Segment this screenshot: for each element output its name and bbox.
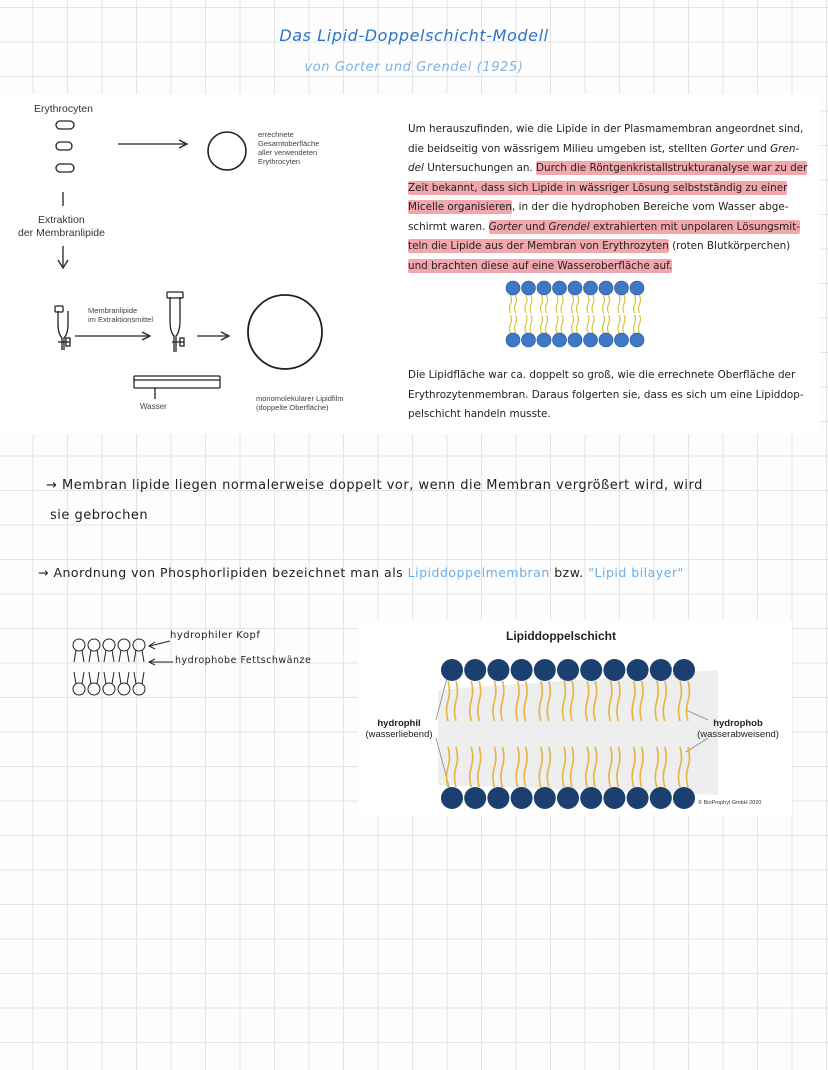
sketch-tail: [89, 672, 99, 684]
lipid-tail: [608, 315, 610, 333]
lipid-tail: [546, 295, 548, 313]
sketch-label-schwaenze: hydrophobe Fettschwänze: [175, 655, 312, 666]
lipid-head: [534, 659, 556, 681]
lipid-tail: [561, 295, 563, 313]
lipid-tail: [572, 295, 574, 313]
experiment-sketch: [0, 94, 395, 434]
lipid-tail: [634, 295, 636, 313]
lipid-head: [580, 659, 602, 681]
lipid-tail: [639, 295, 641, 313]
sketch-tail: [134, 672, 144, 684]
lipid-head: [584, 281, 598, 295]
lipid-head: [522, 281, 536, 295]
lipid-head: [580, 787, 602, 809]
explanation-panel: [395, 94, 820, 434]
lipid-head: [553, 281, 567, 295]
highlight: Zeit bekannt, dass sich Lipide in wässriger Lösung selbstständig zu einer: [408, 181, 788, 194]
lipid-tail: [515, 315, 517, 333]
lipid-tail: [623, 295, 625, 313]
bilayer-figure: [358, 620, 792, 816]
lipid-tail: [592, 295, 594, 313]
wasser-label: Wasser: [140, 402, 167, 411]
lipid-tail: [510, 295, 512, 313]
erythrocyte-shape: [56, 121, 74, 129]
page-title: Das Lipid-Doppelschicht-Modell: [279, 26, 549, 45]
sketch-tail: [104, 672, 114, 684]
lipid-head: [627, 659, 649, 681]
highlight: und brachten diese auf eine Wasseroberfläche auf.: [408, 259, 673, 272]
highlight: teln die Lipide aus der Membran von Erythrozyten: [408, 240, 669, 252]
sketch-tail: [119, 672, 129, 684]
extraktion-label-2: der Membranlipide: [18, 227, 105, 239]
lipid-head: [441, 787, 463, 809]
highlight: Gorter und Grendel extrahierten mit unpolaren Lösungsmit-: [488, 220, 801, 233]
hydrophob-label: hydrophob (wasserabweisend): [697, 718, 779, 740]
lipid-head: [615, 281, 629, 295]
surface-label: errechnete Gesamtoberfläche aller verwendeten Erythrocyten: [258, 130, 320, 166]
experiment-diagram: [0, 94, 395, 434]
note-1-line-2: sie gebrochen: [50, 508, 149, 523]
extraktion-label: Extraktion: [38, 214, 85, 226]
sketch-label-kopf: hydrophiler Kopf: [170, 630, 261, 641]
lipid-tail: [530, 315, 532, 333]
lipid-head: [615, 333, 629, 347]
sketch-tail: [89, 650, 99, 662]
erythrocyte-shape: [56, 164, 74, 172]
lipid-head: [537, 281, 551, 295]
note-1-line-1: → Membran lipide liegen normalerweise doppelt vor, wenn die Membran vergrößert wird, wird: [46, 478, 703, 493]
lipid-head: [599, 333, 613, 347]
sketch-head: [103, 683, 115, 695]
lipid-tail: [618, 315, 620, 333]
lipid-head: [522, 333, 536, 347]
highlight: Micelle organisieren: [408, 201, 513, 213]
lipid-head: [506, 281, 520, 295]
lipid-tail: [556, 315, 558, 333]
lipid-tail: [510, 315, 512, 333]
lipid-tail: [603, 315, 605, 333]
lipid-tail: [577, 295, 579, 313]
lipid-head: [511, 787, 533, 809]
lipid-head: [557, 787, 579, 809]
page-subtitle: von Gorter und Grendel (1925): [304, 60, 524, 75]
lipid-head: [534, 787, 556, 809]
hydrophil-label: hydrophil (wasserliebend): [365, 718, 433, 740]
highlight: Durch die Röntgenkristallstrukturanalyse war zu der: [536, 162, 808, 174]
lipid-tail: [592, 315, 594, 333]
sketch-tail: [104, 650, 114, 662]
surface-circle-large: [248, 295, 322, 369]
lipid-tail: [541, 315, 543, 333]
lipid-tail: [572, 315, 574, 333]
lipid-head: [650, 787, 672, 809]
lipid-tail: [587, 315, 589, 333]
note-2: → Anordnung von Phosphorlipiden bezeichnet man als Lipiddoppelmembran bzw. "Lipid bilayer": [38, 565, 684, 580]
lipid-head: [627, 787, 649, 809]
lipid-tail: [608, 295, 610, 313]
lipid-head: [673, 659, 695, 681]
sketch-head: [73, 683, 85, 695]
lipid-head: [553, 333, 567, 347]
lipid-head: [441, 659, 463, 681]
explanation-paragraph-1: Um herauszufinden, wie die Lipide in der Plasmamembran angeordnet sind, die beidseitig von wässrigem Milieu umgeben ist, stellten Gorter und Gren- del Untersuchungen an. Durch die Röntgenkristallstrukturanalyse war zu der Zeit bekannt, dass sich Lipide in wässriger Lösung selbstständig zu einer Micelle organisieren, in der die hydrophoben Bereiche vom Wasser abge- schirmt waren. Gorter und Grendel extrahierten mit unpolaren Lösungsmit- teln die Lipide aus der Membran von Erythrozyten (roten Blutkörperchen) und brachten diese auf eine Wasseroberfläche auf.: [408, 123, 808, 272]
sketch-tail: [119, 650, 129, 662]
erythrocyte-shape: [56, 142, 72, 150]
sketch-head: [88, 639, 100, 651]
lipid-tail: [530, 295, 532, 313]
sketch-head: [133, 683, 145, 695]
lipid-tail: [546, 315, 548, 333]
lipid-head: [603, 787, 625, 809]
lipid-tail: [618, 295, 620, 313]
lipid-tail: [515, 295, 517, 313]
lipid-head: [630, 281, 644, 295]
lipid-tail: [623, 315, 625, 333]
lipid-head: [464, 659, 486, 681]
lipid-tail: [603, 295, 605, 313]
lipid-tail: [541, 295, 543, 313]
lipid-head: [584, 333, 598, 347]
lipid-head: [630, 333, 644, 347]
lipid-tail: [639, 315, 641, 333]
explanation-paragraph-2: Die Lipidfläche war ca. doppelt so groß, wie die errechnete Oberfläche der Erythrozytenmembran. Daraus folgerten sie, dass es sich um eine Lipiddop- pelschicht handeln musste.: [408, 369, 804, 420]
sketch-tail: [74, 650, 84, 662]
lipid-tail: [634, 315, 636, 333]
lipid-tail: [525, 295, 527, 313]
lipid-head: [511, 659, 533, 681]
copyright: © BioProphyl GmbH 2020: [698, 800, 762, 806]
lipid-tail: [556, 295, 558, 313]
surface-circle-small: [208, 132, 246, 170]
lipid-head: [599, 281, 613, 295]
sketch-head: [88, 683, 100, 695]
erythrocyten-label: Erythrocyten: [34, 103, 93, 115]
lipid-head: [537, 333, 551, 347]
sketch-tail: [74, 672, 84, 684]
lipid-tail: [577, 315, 579, 333]
sketch-arrows: [140, 636, 180, 666]
sketch-head: [73, 639, 85, 651]
lipid-head: [506, 333, 520, 347]
lipid-head: [487, 659, 509, 681]
sketch-head: [103, 639, 115, 651]
sketch-head: [118, 683, 130, 695]
lipid-tail: [525, 315, 527, 333]
lipid-head: [673, 787, 695, 809]
lipid-head: [464, 787, 486, 809]
lipid-head: [650, 659, 672, 681]
lipid-head: [487, 787, 509, 809]
lipid-tail: [587, 295, 589, 313]
lipid-head: [568, 281, 582, 295]
bilayer-title: Lipiddoppelschicht: [506, 629, 616, 643]
lipid-head: [603, 659, 625, 681]
lipid-tail: [561, 315, 563, 333]
lipid-head: [557, 659, 579, 681]
membranlipide-label: Membranlipide im Extraktionsmittel: [88, 306, 154, 324]
lipid-head: [568, 333, 582, 347]
lipidfilm-label: monomolekularer Lipidfilm (doppelte Oberfläche): [256, 394, 344, 412]
sketch-head: [118, 639, 130, 651]
small-bilayer-illustration: [503, 278, 653, 350]
